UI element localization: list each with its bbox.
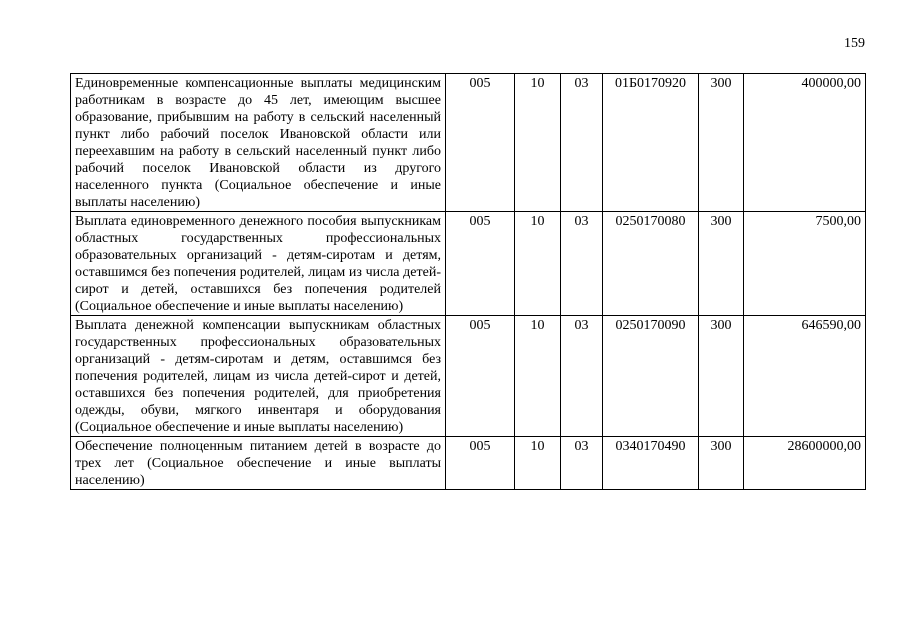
table-row bbox=[71, 437, 866, 490]
expense-type-code: 300 bbox=[699, 437, 744, 490]
row-description: Единовременные компенсационные выплаты медицинским работникам в возрасте до 45 лет, имеющим высшее образование, прибывшим на работу в сельский населенный пункт либо рабочий поселок Ивановской области или переехавшим на работу в сельский населенный пункт либо рабочий поселок Ивановской области из другого населенного пункта (Социальное обеспечение и иные выплаты населению) bbox=[71, 74, 446, 212]
amount-value: 28600000,00 bbox=[744, 437, 866, 490]
budget-table bbox=[70, 73, 866, 490]
expense-type-code: 300 bbox=[699, 212, 744, 316]
row-description: Выплата единовременного денежного пособия выпускникам областных государственных профессиональных образовательных организаций - детям-сиротам и детям, оставшимся без попечения родителей, лицам из числа детей-сирот и детей, оставшихся без попечения родителей (Социальное обеспечение и иные выплаты населению) bbox=[71, 212, 446, 316]
expense-type-code: 300 bbox=[699, 74, 744, 212]
amount-value: 646590,00 bbox=[744, 316, 866, 437]
section-code: 10 bbox=[515, 316, 561, 437]
subsection-code: 03 bbox=[561, 316, 603, 437]
subsection-code: 03 bbox=[561, 74, 603, 212]
subsection-code: 03 bbox=[561, 437, 603, 490]
page-number: 159 bbox=[844, 36, 865, 51]
table-row bbox=[71, 74, 866, 212]
ministry-code: 005 bbox=[446, 212, 515, 316]
ministry-code: 005 bbox=[446, 437, 515, 490]
target-article-code: 0250170090 bbox=[603, 316, 699, 437]
ministry-code: 005 bbox=[446, 316, 515, 437]
row-description: Обеспечение полноценным питанием детей в возрасте до трех лет (Социальное обеспечение и иные выплаты населению) bbox=[71, 437, 446, 490]
section-code: 10 bbox=[515, 212, 561, 316]
row-description: Выплата денежной компенсации выпускникам областных государственных профессиональных образовательных организаций - детям-сиротам и детям, оставшимся без попечения родителей, лицам из числа детей-сирот и детей, оставшихся без попечения родителей, для приобретения одежды, обуви, мягкого инвентаря и оборудования (Социальное обеспечение и иные выплаты населению) bbox=[71, 316, 446, 437]
section-code: 10 bbox=[515, 437, 561, 490]
table-row bbox=[71, 316, 866, 437]
section-code: 10 bbox=[515, 74, 561, 212]
amount-value: 400000,00 bbox=[744, 74, 866, 212]
ministry-code: 005 bbox=[446, 74, 515, 212]
target-article-code: 0340170490 bbox=[603, 437, 699, 490]
subsection-code: 03 bbox=[561, 212, 603, 316]
table-row bbox=[71, 212, 866, 316]
expense-type-code: 300 bbox=[699, 316, 744, 437]
target-article-code: 01Б0170920 bbox=[603, 74, 699, 212]
target-article-code: 0250170080 bbox=[603, 212, 699, 316]
amount-value: 7500,00 bbox=[744, 212, 866, 316]
